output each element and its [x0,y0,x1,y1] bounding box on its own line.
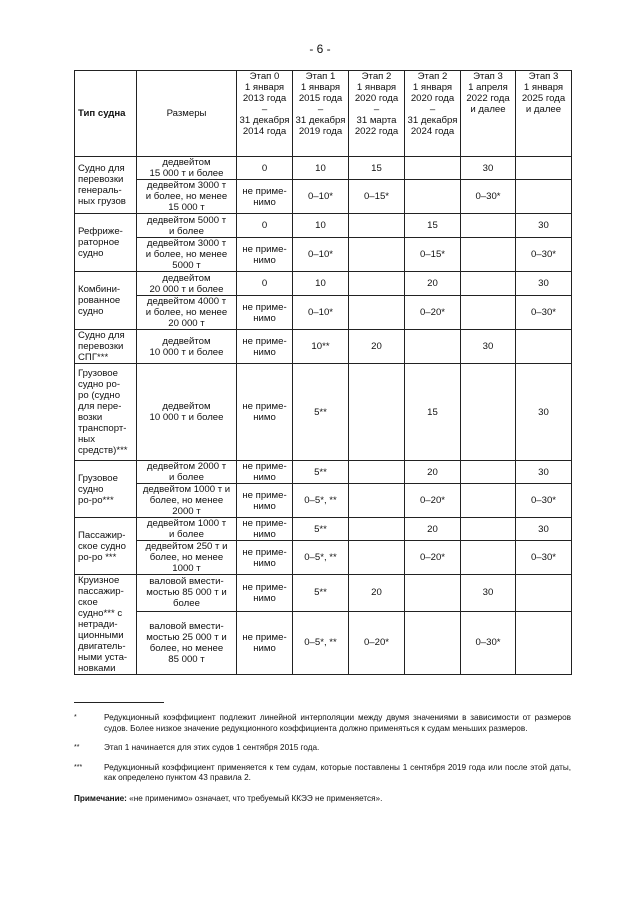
table-row [75,296,572,330]
value-cell: 0–5*, ** [293,541,349,575]
value-cell: 0–20* [405,541,461,575]
value-cell: 20 [349,575,405,612]
footnotes [74,702,571,804]
value-cell: 0 [237,157,293,180]
value-cell: 0–30* [516,484,572,518]
value-cell: 0–15* [405,238,461,272]
table-row [75,611,572,674]
ship-type-cell: Круизное пассажир- ское судно*** с нетради- ционными двигатель- ными уста- новками [75,575,137,675]
footnote-mark: ** [74,744,80,751]
value-cell [461,272,516,296]
value-cell: не приме- нимо [237,518,293,541]
value-cell: 10** [293,330,349,364]
table-row [75,157,572,180]
size-cell: дедвейтом 1000 т и более [137,518,237,541]
value-cell: не приме- нимо [237,611,293,674]
value-cell [405,157,461,180]
ship-type-cell: Грузовое судно ро-ро*** [75,461,137,518]
value-cell [349,238,405,272]
value-cell: не приме- нимо [237,330,293,364]
value-cell [349,272,405,296]
value-cell [516,330,572,364]
value-cell [516,611,572,674]
table-row [75,238,572,272]
size-cell: валовой вмести- мостью 85 000 т и более [137,575,237,612]
footnote [74,713,571,734]
value-cell [461,461,516,484]
value-cell [349,541,405,575]
value-cell [405,330,461,364]
value-cell: 20 [405,518,461,541]
value-cell [349,296,405,330]
header-ship-type: Тип судна [75,71,137,157]
table-row [75,180,572,214]
ship-type-cell: Судно для перевозки генераль- ных грузов [75,157,137,214]
value-cell [349,461,405,484]
value-cell: не приме- нимо [237,364,293,461]
value-cell [516,180,572,214]
value-cell: 0–30* [516,541,572,575]
footnote-mark: * [74,714,77,721]
value-cell: 0–20* [405,296,461,330]
value-cell: 30 [516,461,572,484]
value-cell: 30 [461,330,516,364]
header-stage: Этап 0 1 января 2013 года – 31 декабря 2014 года [237,71,293,157]
ship-type-cell: Судно для перевозки СПГ*** [75,330,137,364]
value-cell [461,518,516,541]
value-cell: не приме- нимо [237,238,293,272]
table-row [75,541,572,575]
value-cell: 30 [516,272,572,296]
value-cell: не приме- нимо [237,484,293,518]
value-cell: 10 [293,272,349,296]
table-row [75,364,572,461]
value-cell: 0–20* [405,484,461,518]
value-cell [349,484,405,518]
value-cell: 0–5*, ** [293,611,349,674]
value-cell: 0 [237,272,293,296]
value-cell: 5** [293,575,349,612]
footnote [74,743,571,754]
size-cell: валовой вмести- мостью 25 000 т и более, но менее 85 000 т [137,611,237,674]
header-stage: Этап 1 1 января 2015 года – 31 декабря 2019 года [293,71,349,157]
value-cell: 30 [461,157,516,180]
size-cell: дедвейтом 1000 т и более, но менее 2000 т [137,484,237,518]
footnote-text: Этап 1 начинается для этих судов 1 сентября 2015 года. [104,743,320,752]
size-cell: дедвейтом 10 000 т и более [137,330,237,364]
value-cell: 5** [293,364,349,461]
value-cell: 0–10* [293,180,349,214]
value-cell: 15 [405,214,461,238]
value-cell: 0–5*, ** [293,484,349,518]
value-cell: не приме- нимо [237,296,293,330]
footnote-text: Редукционный коэффициент подлежит линейной интерполяции между двумя значениями в зависимости от размеров судов. Более низкое значение редукционного коэффициента должно применяться к судам меньших размеров. [104,713,571,733]
size-cell: дедвейтом 20 000 т и более [137,272,237,296]
size-cell: дедвейтом 5000 т и более [137,214,237,238]
value-cell [461,364,516,461]
header-stage: Этап 3 1 января 2025 года и далее [516,71,572,157]
table-row [75,575,572,612]
value-cell [405,611,461,674]
size-cell: дедвейтом 4000 т и более, но менее 20 000 т [137,296,237,330]
note [74,794,571,805]
header-size: Размеры [137,71,237,157]
footnote [74,763,571,784]
table-row [75,330,572,364]
value-cell: 0–10* [293,238,349,272]
value-cell: 0–30* [516,238,572,272]
table-row [75,214,572,238]
value-cell [349,214,405,238]
ship-type-cell: Грузовое судно ро- ро (судно для пере- возки транспорт- ных средств)*** [75,364,137,461]
table-row [75,518,572,541]
ship-type-cell: Комбини- рованное судно [75,272,137,330]
table-header-row [75,71,572,157]
value-cell: 0–20* [349,611,405,674]
value-cell: 30 [516,214,572,238]
value-cell: не приме- нимо [237,541,293,575]
ship-type-cell: Рефриже- раторное судно [75,214,137,272]
footnote-divider [74,702,164,703]
value-cell: 0–30* [461,180,516,214]
value-cell [516,157,572,180]
value-cell: 10 [293,157,349,180]
header-stage: Этап 2 1 января 2020 года – 31 марта 2022 года [349,71,405,157]
footnote-text: Редукционный коэффициент применяется к тем судам, которые поставлены 1 сентября 2019 года или после этой даты, как определено пунктом 43 правила 2. [104,762,571,782]
value-cell [461,296,516,330]
value-cell: 20 [405,461,461,484]
value-cell: 0 [237,214,293,238]
table-row [75,484,572,518]
value-cell: не приме- нимо [237,461,293,484]
header-stage: Этап 3 1 апреля 2022 года и далее [461,71,516,157]
value-cell: 0–10* [293,296,349,330]
value-cell: 0–15* [349,180,405,214]
value-cell: не приме- нимо [237,575,293,612]
value-cell: 30 [516,518,572,541]
size-cell: дедвейтом 10 000 т и более [137,364,237,461]
value-cell: 30 [516,364,572,461]
value-cell [405,575,461,612]
value-cell: не приме- нимо [237,180,293,214]
size-cell: дедвейтом 2000 т и более [137,461,237,484]
size-cell: дедвейтом 3000 т и более, но менее 15 000 т [137,180,237,214]
value-cell: 5** [293,461,349,484]
value-cell [405,180,461,214]
table-row [75,461,572,484]
size-cell: дедвейтом 250 т и более, но менее 1000 т [137,541,237,575]
size-cell: дедвейтом 3000 т и более, но менее 5000 т [137,238,237,272]
header-stage: Этап 2 1 января 2020 года – 31 декабря 2024 года [405,71,461,157]
value-cell: 10 [293,214,349,238]
value-cell [461,541,516,575]
ship-type-cell: Пассажир- ское судно ро-ро *** [75,518,137,575]
size-cell: дедвейтом 15 000 т и более [137,157,237,180]
value-cell: 5** [293,518,349,541]
value-cell: 0–30* [461,611,516,674]
value-cell [461,214,516,238]
footnote-mark: *** [74,763,83,771]
value-cell: 15 [349,157,405,180]
value-cell [516,575,572,612]
reduction-factor-table [74,70,572,675]
value-cell [349,364,405,461]
value-cell: 30 [461,575,516,612]
value-cell: 15 [405,364,461,461]
note-label: Примечание: [74,793,127,803]
value-cell [349,518,405,541]
value-cell: 20 [405,272,461,296]
note-text: «не применимо» означает, что требуемый ККЭЭ не применяется». [126,793,383,803]
value-cell [461,484,516,518]
value-cell [461,238,516,272]
value-cell: 0–30* [516,296,572,330]
table-row [75,272,572,296]
value-cell: 20 [349,330,405,364]
page-number: - 6 - [309,42,331,56]
